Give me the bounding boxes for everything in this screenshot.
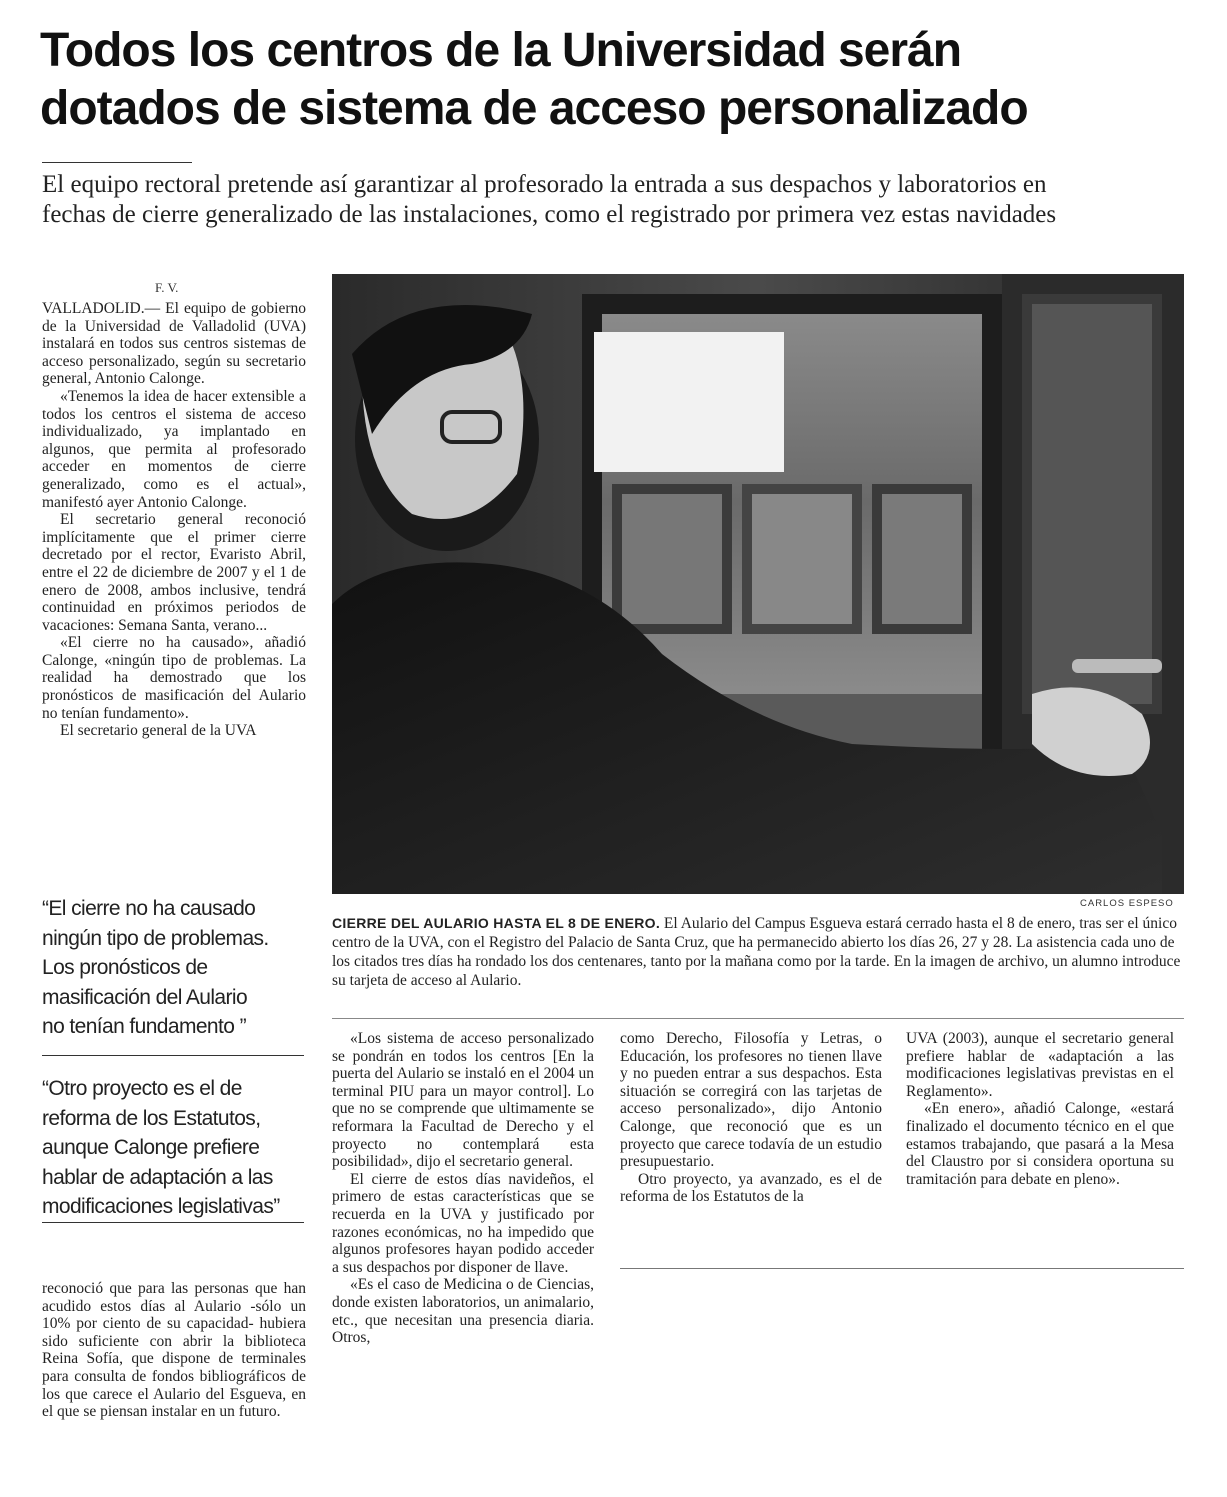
quote-divider: [42, 1055, 304, 1056]
caption-text: El Aulario del Campus Esgueva estará cerrado hasta el 8 de enero, tras ser el único centro de la UVA, con el Registro del Palacio de Santa Cruz, que ha permanecido abierto los días 26, 27 y 28. La asistencia cada uno de los citados tres días ha rondado los dos centenares, tanto por la mañana como por la tarde. En la imagen de archivo, un alumno introduce su tarjeta de acceso al Aulario.: [332, 915, 1181, 989]
paragraph: «Los sistema de acceso personalizado se pondrán en todos los centros [En la puerta del Aulario se instaló en el 2004 un terminal PIU para un mayor control]. Lo que no se comprende que ultimamente se reformara la Facultad de Derecho y el proyecto no contemplará esta posibilidad», dijo el secretario general.: [332, 1030, 594, 1171]
quote-line: no tenían fundamento ”: [42, 1015, 246, 1038]
paragraph: El secretario general reconoció implícitamente que el primer cierre decretado por el rector, Evaristo Abril, entre el 22 de diciembre de 2007 y el 1 de enero de 2008, ambos inclusive, tendrá continuidad en próximos periodos de vacaciones: Semana Santa, verano...: [42, 511, 306, 634]
quote-line: reforma de los Estatutos,: [42, 1106, 261, 1130]
photo-credit: CARLOS ESPESO: [1080, 898, 1174, 909]
headline-line-1: Todos los centros de la Universidad serán: [40, 24, 962, 77]
article-column-3: [620, 1030, 882, 1206]
headline: [40, 22, 1200, 138]
subhead-line-1: El equipo rectoral pretende así garantizar al profesorado la entrada a sus despachos y laboratorios en: [42, 171, 1047, 198]
quote-line: hablar de adaptación a las: [42, 1165, 273, 1189]
paragraph: reconoció que para las personas que han acudido estos días al Aulario -sólo un 10% por ciento de su capacidad- hubiera sido suficiente con abrir la biblioteca Reina Sofía, que dispone de terminales para consulta de fondos bibliográficos de los que carece el Aulario del Esgueva, en el que se piensan instalar en un futuro.: [42, 1280, 306, 1421]
pull-quote-2: [42, 1074, 306, 1222]
quote-line: ningún tipo de problemas.: [42, 926, 269, 950]
subhead-line-2: fechas de cierre generalizado de las instalaciones, como el registrado por primera vez estas navidades: [42, 201, 1057, 228]
paragraph: «En enero», añadió Calonge, «estará finalizado el documento técnico en el que estamos trabajando, que pasará a la Mesa del Claustro por si considera oportuna su tramitación para debate en pleno».: [906, 1100, 1174, 1188]
paragraph: «Tenemos la idea de hacer extensible a todos los centros el sistema de acceso individualizado, ya implantado en algunos, que permita al profesorado acceder en momentos de cierre generalizado, como es el actual», manifestó ayer Antonio Calonge.: [42, 387, 306, 511]
paragraph: UVA (2003), aunque el secretario general prefiere hablar de «adaptación a las modificaciones legislativas previstas en el Reglamento».: [906, 1030, 1174, 1100]
paragraph: VALLADOLID.— El equipo de gobierno de la Universidad de Valladolid (UVA) instalará en todos sus centros sistemas de acceso personalizado, según su secretario general, Antonio Calonge.: [42, 300, 306, 388]
article-column-2: [332, 1030, 594, 1347]
paragraph: como Derecho, Filosofía y Letras, o Educación, los profesores no tienen llave y no pueden entrar a sus despachos. Esta situación se corregirá con las tarjetas de acceso personalizado», dijo Antonio Calonge, que reconoció que es un proyecto que carece todavía de un estudio presupuestario.: [620, 1030, 882, 1171]
byline: F. V.: [155, 280, 179, 295]
quote-line: “Otro proyecto es el de: [42, 1077, 242, 1100]
caption-title: CIERRE DEL AULARIO HASTA EL 8 DE ENERO.: [332, 915, 661, 931]
photo-illustration: [332, 274, 1184, 894]
caption-divider: [332, 1018, 1184, 1019]
article-column-1: [42, 300, 306, 740]
photo-caption: [332, 914, 1184, 990]
paragraph: El secretario general de la UVA: [60, 722, 257, 740]
paragraph: «El cierre no ha causado», añadió Calonge, «ningún tipo de problemas. La realidad ha demostrado que los pronósticos de masificación del Aulario no tenían fundamento».: [42, 634, 306, 722]
quote-divider: [42, 1222, 304, 1223]
quote-line: Los pronósticos de: [42, 956, 208, 979]
article-column-1-continued: [42, 1280, 306, 1421]
paragraph: Otro proyecto, ya avanzado, es el de reforma de los Estatutos de la: [620, 1170, 882, 1206]
paragraph: «Es el caso de Medicina o de Ciencias, donde existen laboratorios, un animalario, etc., que necesitan una presencia diaria. Otros,: [332, 1276, 594, 1347]
pull-quote-1: [42, 894, 306, 1042]
article-column-4: [906, 1030, 1174, 1188]
news-photo: [332, 274, 1184, 894]
quote-line: modificaciones legislativas”: [42, 1195, 280, 1218]
paragraph: El cierre de estos días navideños, el primero de estas características que se recuerda en la UVA y justificado por razones económicas, no ha impedido que algunos profesores hayan podido acceder a sus despachos por disponer de llave.: [332, 1170, 594, 1276]
quote-line: aunque Calonge prefiere: [42, 1136, 260, 1159]
headline-line-2: dotados de sistema de acceso personalizado: [40, 82, 1028, 135]
subhead-rule: [42, 162, 192, 163]
quote-line: masificación del Aulario: [42, 985, 248, 1009]
quote-line: “El cierre no ha causado: [42, 897, 256, 920]
subheadline: [42, 170, 1192, 230]
column-end-divider: [620, 1268, 1184, 1269]
